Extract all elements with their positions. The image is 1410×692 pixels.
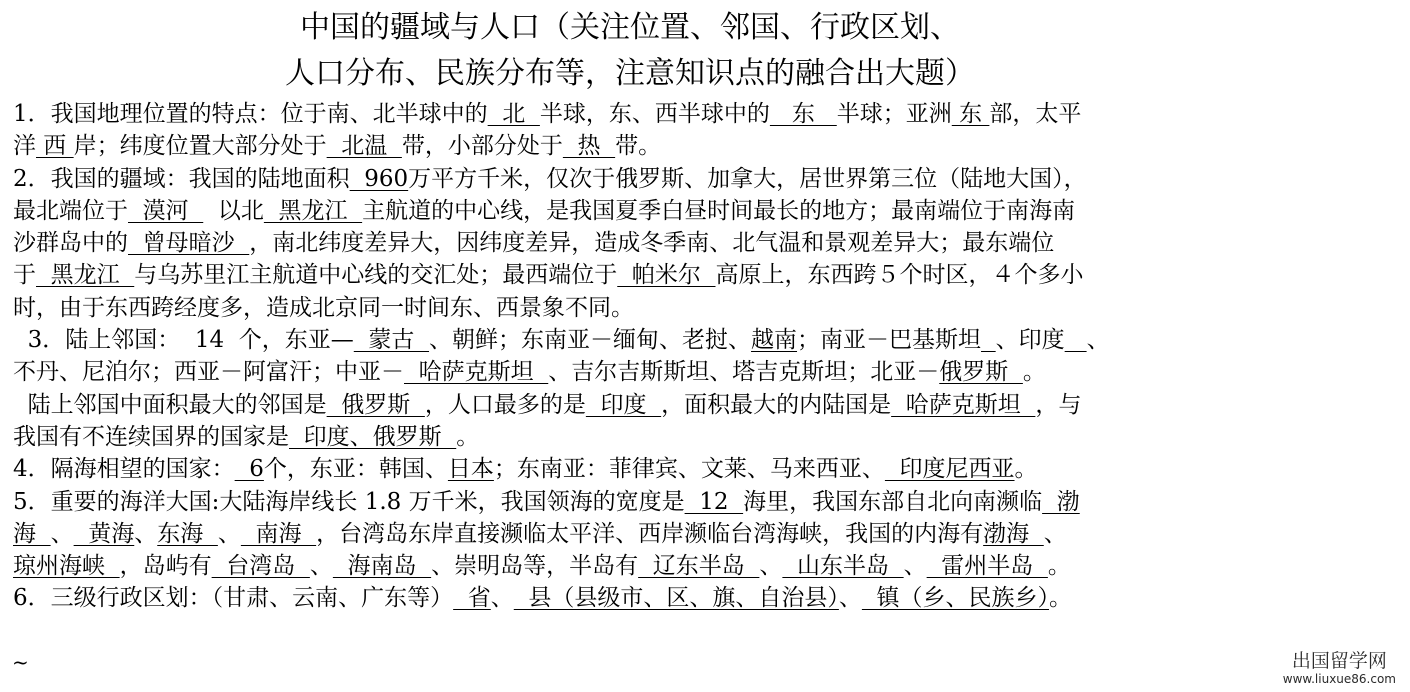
text-segment: 。 bbox=[1049, 585, 1073, 612]
text-segment: 、吉尔吉斯斯坦、塔吉克斯坦；北亚－ bbox=[548, 359, 940, 386]
watermark bbox=[1283, 650, 1396, 686]
text-segment: 。 bbox=[1014, 456, 1038, 483]
answer-blank: 台湾岛 bbox=[211, 553, 310, 580]
text-segment: 、朝鲜；东南亚－缅甸、老挝、 bbox=[429, 327, 752, 354]
text-segment: ，南北纬度差异大，因纬度差异，造成冬季南、北气温和景观差异大；最东端位 bbox=[249, 230, 1055, 257]
answer-blank: 曾母暗沙 bbox=[128, 230, 250, 257]
text-segment: 洋 bbox=[13, 133, 36, 160]
answer-blank: 日本 bbox=[447, 456, 494, 483]
text-segment: 1．我国地理位置的特点：位于南、北半球中的 bbox=[13, 101, 488, 127]
text-segment: 、 bbox=[309, 553, 333, 580]
answer-blank: 印度尼西亚 bbox=[884, 456, 1015, 483]
answer-blank: 省 bbox=[453, 585, 491, 612]
text-segment: 、 bbox=[903, 553, 927, 580]
text-segment: 、印度 bbox=[995, 327, 1065, 354]
text-segment: 、 bbox=[490, 585, 514, 612]
answer-blank: 哈萨克斯坦 bbox=[891, 391, 1036, 418]
answer-blank: 黑龙江 bbox=[263, 197, 363, 224]
answer-blank: 越南 bbox=[751, 327, 798, 354]
text-segment: 半球；亚洲 bbox=[836, 101, 952, 127]
text-line bbox=[13, 486, 1253, 518]
answer-blank: 漠河 bbox=[128, 197, 204, 224]
page-title-line-1: 中国的疆域与人口（关注位置、邻国、行政区划、 bbox=[300, 10, 960, 45]
answer-blank: 东 bbox=[769, 101, 837, 127]
text-segment: 主航道中心线的交汇处；最西端位于 bbox=[249, 262, 618, 289]
text-line bbox=[13, 324, 1253, 356]
text-segment: 、崇明岛等，半岛有 bbox=[431, 553, 639, 580]
answer-blank: 渤 bbox=[1042, 488, 1080, 515]
text-segment: 最北端位于 bbox=[13, 197, 128, 224]
text-segment: 与乌苏里江 bbox=[134, 262, 250, 289]
text-segment: 5．重要的海洋大国:大陆海岸线长 1.8 万千米，我国领海的宽度是 bbox=[13, 488, 685, 515]
text-segment: 岸；纬度位置大部分处于 bbox=[73, 133, 327, 160]
text-segment: 、 bbox=[50, 520, 74, 547]
answer-blank: 南海 bbox=[240, 520, 317, 547]
watermark-url: www.liuxue86.com bbox=[1282, 672, 1396, 686]
answer-blank bbox=[981, 327, 996, 353]
text-segment: ，与 bbox=[1035, 391, 1082, 418]
answer-blank: 黄海 bbox=[73, 520, 135, 547]
text-segment: ，面积最大的内陆国是 bbox=[661, 391, 892, 418]
text-segment: 于 bbox=[13, 262, 36, 289]
text-segment: 半球，东、西半球中的 bbox=[539, 101, 770, 127]
text-segment: 时，由于东西跨经度多，造成北京同一时间东、西景象不同。 bbox=[13, 294, 634, 321]
answer-blank: 东海 bbox=[157, 520, 218, 547]
text-segment: 主航道的中心线，是我国夏季白昼时间最长的地方；最南端位于南海南 bbox=[362, 197, 1076, 224]
text-line bbox=[13, 195, 1253, 227]
text-line bbox=[13, 227, 1253, 259]
text-line bbox=[13, 163, 1253, 195]
text-segment: 、 bbox=[1043, 520, 1067, 547]
text-line bbox=[13, 98, 1253, 130]
watermark-site-name: 出国留学网 bbox=[1291, 650, 1387, 672]
text-segment: 、 bbox=[134, 520, 158, 547]
answer-blank: 雷州半岛 bbox=[926, 553, 1048, 580]
answer-blank: 镇（乡、民族乡） bbox=[861, 585, 1050, 612]
text-segment: 不丹、尼泊尔；西亚－阿富汗；中亚－ bbox=[13, 359, 404, 386]
text-segment: ，岛屿有 bbox=[119, 553, 212, 580]
text-segment: 、 bbox=[1086, 327, 1110, 354]
text-segment: 。 bbox=[456, 423, 480, 450]
text-segment: 以北 bbox=[203, 197, 264, 224]
text-line bbox=[13, 259, 1253, 291]
text-segment: 海里，我国东部自北向南濒临 bbox=[743, 488, 1043, 515]
answer-blank: 印度 bbox=[585, 391, 662, 418]
text-segment: 带，小部分处于 bbox=[401, 133, 563, 160]
answer-blank: 北温 bbox=[326, 133, 402, 160]
text-segment: 带。 bbox=[615, 133, 662, 160]
answer-blank: 960 bbox=[349, 165, 409, 192]
text-line bbox=[13, 356, 1253, 388]
text-segment: 4．隔海相望的国家： bbox=[13, 456, 235, 483]
text-segment: 2．我国的疆域：我国的陆地面积 bbox=[13, 165, 350, 192]
answer-blank: 热 bbox=[562, 133, 616, 160]
answer-blank: 辽东半岛 bbox=[638, 553, 760, 580]
text-line bbox=[13, 389, 1253, 421]
answer-blank: 海南岛 bbox=[332, 553, 432, 580]
text-segment: 个，东亚：韩国、 bbox=[263, 456, 448, 483]
text-segment: 、 bbox=[838, 585, 862, 612]
answer-blank: 俄罗斯 bbox=[326, 391, 425, 418]
answer-blank: 琼州海峡 bbox=[13, 553, 120, 580]
text-line bbox=[13, 421, 1253, 453]
tilde-mark: ~ bbox=[12, 650, 29, 674]
answer-blank: 海 bbox=[13, 520, 51, 547]
text-segment: ，人口最多的是 bbox=[424, 391, 586, 418]
text-line bbox=[13, 550, 1253, 582]
text-segment: 、 bbox=[759, 553, 783, 580]
answer-blank: 帕米尔 bbox=[617, 262, 716, 289]
answer-blank: 县（县级市、区、旗、自治县） bbox=[513, 585, 839, 612]
text-line bbox=[13, 582, 1253, 614]
text-segment: ；南亚－巴基斯坦 bbox=[797, 327, 982, 354]
answer-blank: 渤海 bbox=[983, 520, 1044, 547]
answer-blank: 黑龙江 bbox=[36, 262, 135, 289]
answer-blank: 俄罗斯 bbox=[939, 359, 1023, 386]
text-segment: 我国有不连续国界的国家是 bbox=[13, 423, 289, 450]
text-segment: 陆上邻国中面积最大的邻国是 bbox=[13, 391, 327, 418]
text-segment: 3．陆上邻国： 14 个，东亚— bbox=[13, 327, 354, 354]
answer-blank: 12 bbox=[684, 488, 744, 515]
text-segment: 高原上，东西跨５个时区，４个多小 bbox=[715, 262, 1084, 289]
text-segment: 万平方千米，仅次于俄罗斯、加拿大，居世界第三位（陆地大国）， bbox=[408, 165, 1087, 192]
answer-blank: 6 bbox=[234, 456, 264, 483]
answer-blank: 蒙古 bbox=[353, 327, 430, 354]
answer-blank: 印度、俄罗斯 bbox=[289, 423, 457, 450]
text-segment: 沙群岛中的 bbox=[13, 230, 128, 257]
answer-blank: 东 bbox=[951, 101, 990, 127]
answer-blank: 哈萨克斯坦 bbox=[404, 359, 549, 386]
text-segment: ；东南亚：菲律宾、文莱、马来西亚、 bbox=[493, 456, 885, 483]
text-segment: 。 bbox=[1047, 553, 1071, 580]
page-title-line-2: 人口分布、民族分布等，注意知识点的融合出大题） bbox=[285, 56, 975, 91]
answer-blank: 北 bbox=[487, 101, 540, 127]
text-segment: 6．三级行政区划：（甘肃、云南、广东等） bbox=[13, 585, 454, 612]
text-line bbox=[13, 453, 1253, 485]
text-segment: 部，太平 bbox=[989, 101, 1082, 127]
text-line bbox=[13, 518, 1253, 550]
answer-blank: 山东半岛 bbox=[782, 553, 904, 580]
text-line bbox=[13, 292, 1253, 324]
answer-blank bbox=[1065, 327, 1087, 353]
text-line bbox=[13, 130, 1253, 162]
text-segment: 、 bbox=[217, 520, 241, 547]
document-body bbox=[13, 98, 1253, 615]
text-segment: 。 bbox=[1022, 359, 1046, 386]
text-segment: ，台湾岛东岸直接濒临太平洋、西岸濒临台湾海峡，我国的内海有 bbox=[316, 520, 984, 547]
answer-blank: 西 bbox=[36, 133, 74, 160]
